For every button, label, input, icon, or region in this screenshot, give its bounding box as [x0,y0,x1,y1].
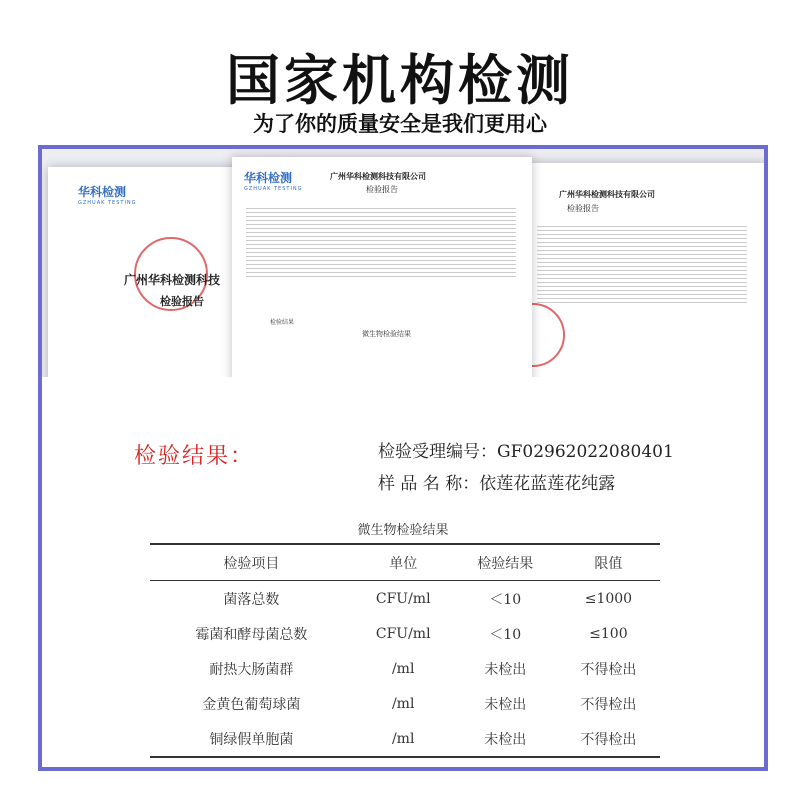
page-title: 国家机构检测 [226,49,574,112]
table-cell: 耐热大肠菌群 [209,661,294,678]
sample-name: 样 品 名 称：依莲花蓝莲花纯露 [378,474,616,494]
table-cell: ≤1000 [584,590,633,607]
col-header: 检验结果 [454,544,557,581]
table-cell: 不得检出 [557,721,660,757]
table-cell: ≤100 [589,625,628,642]
table-cell: 金黄色葡萄球菌 [202,696,301,713]
company-name: 广州华科检测科技有限公司 [559,190,655,199]
accept-number: 检验受理编号：GF02962022080401 [378,442,674,462]
table-cell: 不得检出 [580,696,637,713]
table-row [150,616,660,651]
table-row [150,686,660,721]
doc-body-lines [246,205,516,280]
result-label: 检验结果： [134,444,255,469]
table-cell: 未检出 [484,696,527,713]
page-subtitle: 为了你的质量安全是我们更用心 [253,112,547,136]
report-title: 检验报告 [366,185,398,194]
table-cell: /ml [391,660,415,677]
table-cell: 未检出 [484,661,527,678]
table-row [150,651,660,686]
microbe-result-table [150,543,660,758]
table-cell: /ml [353,721,454,757]
report-frame [38,145,768,771]
col-header: 限值 [557,544,660,581]
table-row [150,581,660,617]
report-title: 检验报告 [567,204,599,213]
result-panel [42,377,764,767]
report-title: 检验报告 [160,295,204,308]
table-title: 微生物检验结果 [357,523,449,538]
table-cell: 铜绿假单胞菌 [150,721,353,757]
col-header: 检验项目 [150,544,353,581]
company-logo: 华科检测 GZHUAK TESTING [78,185,137,206]
table-cell: ＜10 [489,591,522,608]
table-cell: 菌落总数 [223,591,280,608]
company-logo: 华科检测 GZHUAK TESTING [244,171,303,192]
table-cell: 未检出 [454,721,557,757]
doc-table-title: 微生物检验结果 [362,330,411,338]
company-name: 广州华科检测科技有限公司 [330,172,426,181]
table-cell: CFU/ml [375,590,431,607]
company-name: 广州华科检测科技 [124,273,221,287]
official-seal-icon [527,303,565,367]
col-header: 单位 [353,544,454,581]
doc-section-title: 检验结果 [270,319,295,326]
table-cell: /ml [391,695,415,712]
doc-body-lines [537,223,747,306]
table-cell: 不得检出 [580,661,637,678]
table-row [150,721,660,757]
table-cell: 霉菌和酵母菌总数 [195,626,308,643]
table-cell: CFU/ml [375,625,431,642]
table-cell: ＜10 [489,626,522,643]
